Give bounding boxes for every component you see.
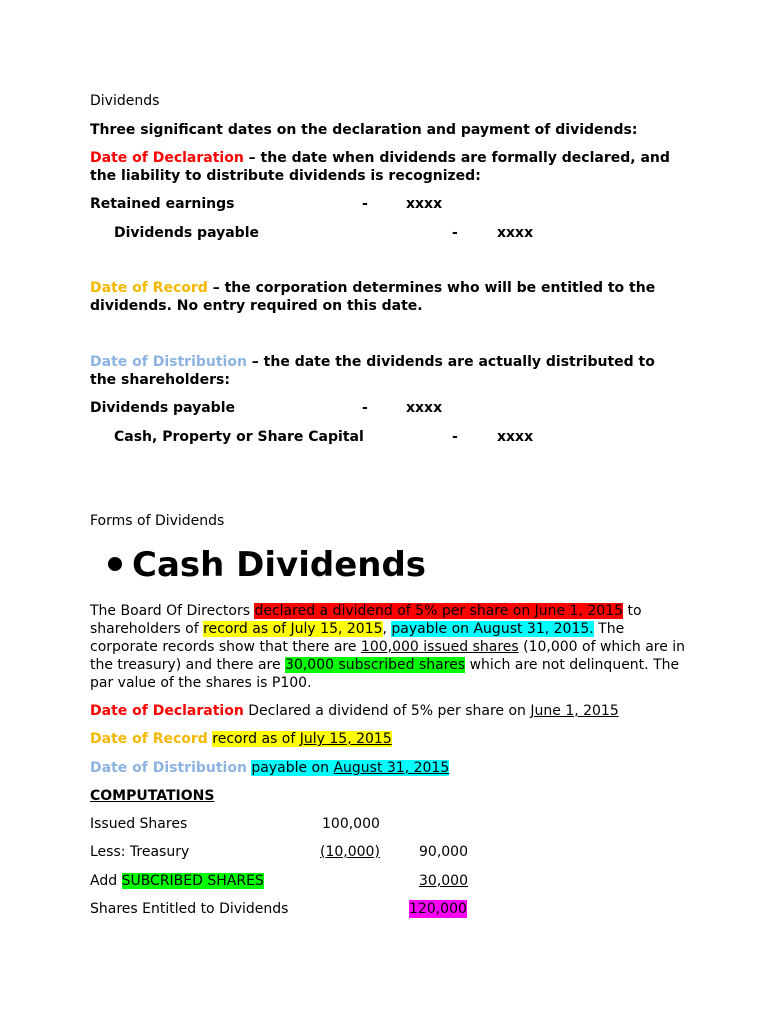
treasury-net: 90,000 (419, 844, 468, 860)
computations-heading: COMPUTATIONS (90, 788, 215, 804)
summary-rec-text: record as of (212, 731, 300, 747)
example-line2 (90, 620, 624, 638)
summary-rec-term: Date of Record (90, 731, 208, 747)
summary-rec-date: July 15, 2015 (299, 731, 392, 747)
decl-entry1-account: Retained earnings (90, 196, 235, 212)
summary-rec-highlight (212, 731, 391, 747)
summary-record (90, 730, 392, 748)
example-text: to (623, 603, 642, 619)
decl-entry2-amount: xxxx (497, 225, 534, 241)
add-label: Add (90, 873, 122, 889)
example-line3 (90, 638, 685, 656)
summary-dist-highlight (251, 760, 449, 776)
example-text: (10,000 of which are in (518, 639, 686, 655)
summary-dist-date: August 31, 2015 (333, 760, 450, 776)
dist-entry2-dash: - (452, 429, 458, 445)
highlight-record: record as of July 15, 2015 (203, 621, 383, 637)
page-heading: Dividends (90, 93, 160, 109)
distribution-line1 (90, 353, 655, 371)
example-text: The Board Of Directors (90, 603, 255, 619)
decl-entry2-dash: - (452, 225, 458, 241)
distribution-term: Date of Distribution (90, 354, 247, 370)
issued-value: 100,000 (322, 816, 380, 832)
entitled-label: Shares Entitled to Dividends (90, 901, 289, 917)
add-value: 30,000 (419, 873, 468, 889)
summary-distribution (90, 759, 449, 777)
highlight-subscribed: 30,000 subscribed shares (285, 657, 466, 673)
add-highlight: SUBCRIBED SHARES (121, 873, 264, 889)
example-text: which are not delinquent. The (465, 657, 680, 673)
forms-heading: Forms of Dividends (90, 513, 225, 529)
treasury-label: Less: Treasury (90, 844, 190, 860)
highlight-payable: payable on August 31, 2015. (391, 621, 594, 637)
issued-shares-underlined: 100,000 issued shares (360, 639, 519, 655)
add-line (90, 872, 264, 890)
declaration-term: Date of Declaration (90, 150, 244, 166)
entitled-value: 120,000 (409, 901, 467, 917)
example-line5: par value of the shares is P100. (90, 675, 312, 691)
summary-decl-term: Date of Declaration (90, 703, 244, 719)
decl-entry1-amount: xxxx (406, 196, 443, 212)
bullet-icon (108, 557, 122, 571)
decl-entry2-account: Dividends payable (114, 225, 259, 241)
dist-entry1-dash: - (362, 400, 368, 416)
declaration-line1 (90, 149, 670, 167)
declaration-desc1: – the date when dividends are formally declared, and (243, 150, 670, 166)
intro-text: Three significant dates on the declaration and payment of dividends: (90, 122, 638, 138)
summary-declaration (90, 702, 619, 720)
record-line1 (90, 279, 655, 297)
treasury-value: (10,000) (320, 844, 380, 860)
summary-dist-text: payable on (251, 760, 334, 776)
issued-label: Issued Shares (90, 816, 188, 832)
record-desc1: – the corporation determines who will be entitled to the (207, 280, 656, 296)
record-term: Date of Record (90, 280, 208, 296)
decl-entry1-dash: - (362, 196, 368, 212)
bullet-title: Cash Dividends (132, 545, 427, 585)
dist-entry2-amount: xxxx (497, 429, 534, 445)
distribution-desc2: the shareholders: (90, 372, 230, 388)
distribution-desc1: – the date the dividends are actually distributed to (246, 354, 655, 370)
example-line1 (90, 602, 642, 620)
example-text: shareholders of (90, 621, 204, 637)
example-text: corporate records show that there are (90, 639, 361, 655)
example-line4 (90, 656, 679, 674)
dist-entry1-account: Dividends payable (90, 400, 235, 416)
example-text: The (593, 621, 625, 637)
declaration-desc2: the liability to distribute dividends is recognized: (90, 168, 481, 184)
example-text: the treasury) and there are (90, 657, 286, 673)
dist-entry2-account: Cash, Property or Share Capital (114, 429, 364, 445)
record-desc2: dividends. No entry required on this date. (90, 298, 423, 314)
example-text: , (382, 621, 392, 637)
summary-dist-term: Date of Distribution (90, 760, 247, 776)
highlight-declared: declared a dividend of 5% per share on June 1, 2015 (254, 603, 624, 619)
dist-entry1-amount: xxxx (406, 400, 443, 416)
summary-decl-text: Declared a dividend of 5% per share on (243, 703, 531, 719)
cash-dividends-bullet (108, 540, 426, 590)
summary-decl-date: June 1, 2015 (530, 703, 619, 719)
